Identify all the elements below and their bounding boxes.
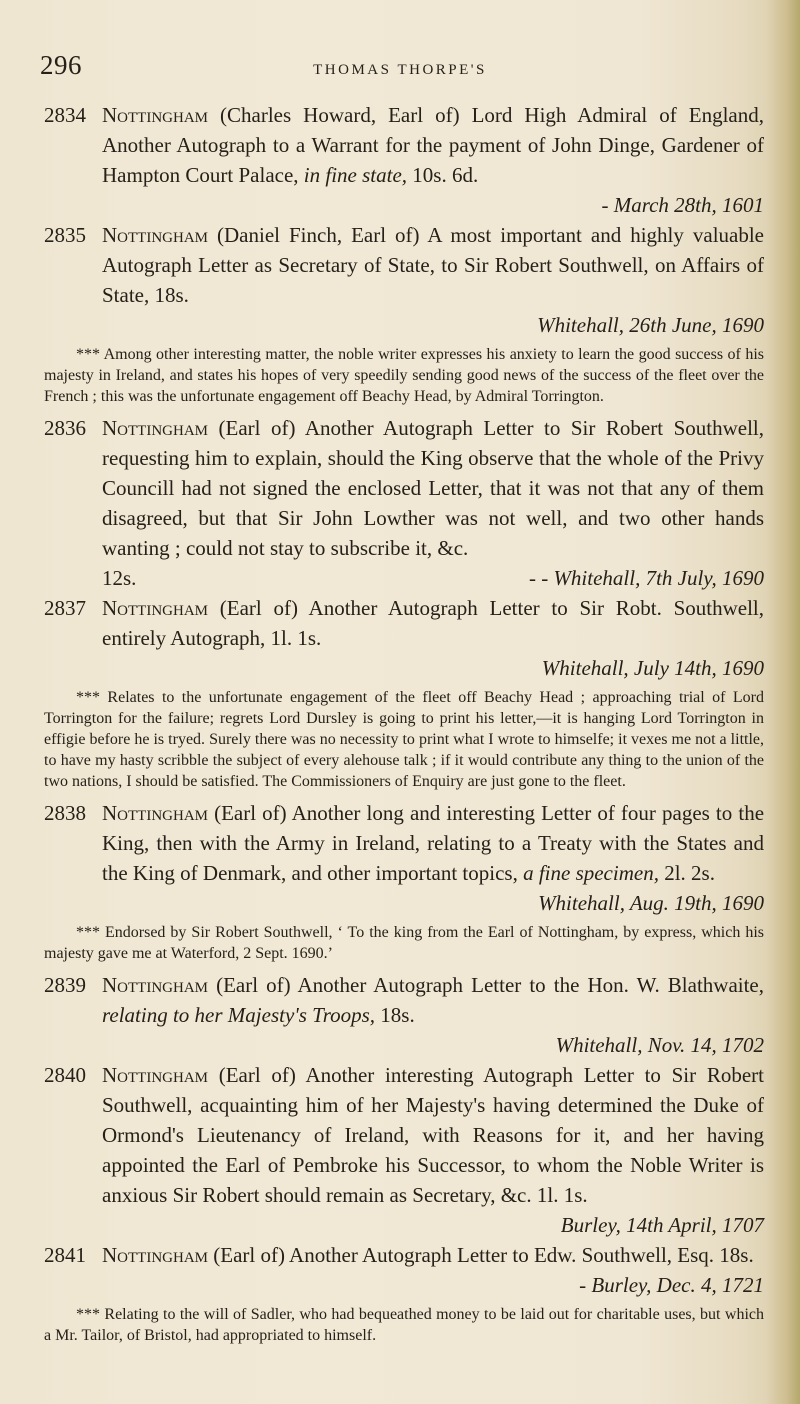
entry-description	[44, 970, 764, 1030]
entry-name: Nottingham	[102, 801, 208, 825]
entry-description	[44, 220, 764, 310]
entry-price: 2l. 2s.	[664, 861, 715, 885]
entry-description	[44, 593, 764, 653]
catalogue-entry	[44, 100, 764, 220]
entry-condition: in fine state,	[303, 163, 408, 187]
entry-text: (Earl of) Another Autograph Letter to Edw. Southwell, Esq. 18s.	[213, 1243, 754, 1267]
page-edge-stain	[766, 0, 800, 1404]
catalogue-entry	[44, 970, 764, 1060]
entry-name: Nottingham	[102, 1063, 208, 1087]
entry-price-line	[44, 563, 764, 593]
entry-name: Nottingham	[102, 596, 208, 620]
entry-note: *** Relating to the will of Sadler, who had bequeathed money to be laid out for charitable uses, but which a Mr. Tailor, of Bristol, had appropriated to himself.	[44, 1306, 764, 1344]
entry-dateline: Burley, 14th April, 1707	[560, 1213, 764, 1237]
entry-name: Nottingham	[102, 223, 208, 247]
lot-number: 2834	[44, 103, 86, 127]
entry-note: *** Endorsed by Sir Robert Southwell, ‘ To the king from the Earl of Nottingham, by express, which his majesty gave me at Waterford, 2 Sept. 1690.’	[44, 924, 764, 962]
entry-text: (Charles Howard, Earl of) Lord High Admiral of England, Another Autograph to a Warrant for the payment of John Dinge, Gardener of Hampton Court Palace,	[102, 103, 764, 187]
entry-text: (Earl of) Another Autograph Letter to Sir Robert Southwell, requesting him to explain, should the King observe that the whole of the Privy Councill had not signed the enclosed Letter, that it was not that any of them disagreed, but that Sir John Lowther was not well, and two other hands wanting ; could not stay to subscribe it, &c.	[102, 416, 764, 560]
entry-text: (Earl of) Another interesting Autograph Letter to Sir Robert Southwell, acquainting him of her Majesty's having determined the Duke of Ormond's Lieutenancy of Ireland, with Reasons for it, and her having appointed the Earl of Pembroke his Successor, to whom the Noble Writer is anxious Sir Robert should remain as Secretary, &c. 1l. 1s.	[102, 1063, 764, 1207]
entry-price: 18s.	[380, 1003, 415, 1027]
running-head: THOMAS THORPE'S	[313, 62, 487, 78]
entry-description	[44, 1240, 764, 1270]
entry-dateline: Whitehall, Aug. 19th, 1690	[538, 891, 764, 915]
lot-number: 2841	[44, 1243, 86, 1267]
entry-dateline: Whitehall, July 14th, 1690	[541, 656, 764, 680]
entry-dateline: - - Whitehall, 7th July, 1690	[528, 566, 764, 590]
lot-number: 2839	[44, 973, 86, 997]
entry-dateline: - Burley, Dec. 4, 1721	[579, 1273, 764, 1297]
catalogue-entry	[44, 220, 764, 407]
entry-dateline: - March 28th, 1601	[601, 193, 764, 217]
entry-name: Nottingham	[102, 103, 208, 127]
lot-number: 2840	[44, 1063, 86, 1087]
page-number: 296	[40, 50, 82, 80]
entry-note: *** Among other interesting matter, the noble writer expresses his anxiety to learn the good success of his majesty in Ireland, and states his hopes of very speedily sending good news of the success of the fleet over the French ; this was the unfortunate engagement off Beachy Head, by Admiral Torrington.	[44, 346, 764, 405]
entry-description	[44, 100, 764, 190]
entry-description	[44, 1060, 764, 1210]
catalogue-entry	[44, 593, 764, 792]
entry-condition: a fine specimen,	[523, 861, 659, 885]
page-header	[0, 50, 800, 90]
entry-text: (Daniel Finch, Earl of) A most important and highly valuable Autograph Letter as Secretary of State, to Sir Robert Southwell, on Affairs of State, 18s.	[102, 223, 765, 307]
catalogue-entries	[44, 100, 764, 1352]
catalogue-entry	[44, 1240, 764, 1346]
catalogue-entry	[44, 798, 764, 964]
lot-number: 2835	[44, 223, 86, 247]
entry-price: 10s. 6d.	[412, 163, 479, 187]
entry-description	[44, 798, 764, 888]
entry-condition: relating to her Majesty's Troops,	[102, 1003, 376, 1027]
lot-number: 2836	[44, 416, 86, 440]
entry-name: Nottingham	[102, 973, 208, 997]
lot-number: 2837	[44, 596, 86, 620]
entry-text: (Earl of) Another Autograph Letter to Sir Robt. Southwell, entirely Autograph, 1l. 1s.	[102, 596, 764, 650]
entry-note: *** Relates to the unfortunate engagement of the fleet off Beachy Head ; approaching trial of Lord Torrington for the failure; regrets Lord Dursley is going to print his letter,—it is hanging Lord Torrington in effigie before he is tryed. Surely there was no necessity to print what I wrote to himselfe; it vexes me not a little, to have my hasty scribble the subject of every alehouse talk ; if it would contribute any thing to the union of the two nations, I should be satisfied. The Commissioners of Enquiry are just gone to the fleet.	[44, 689, 764, 790]
entry-description	[44, 413, 764, 563]
entry-name: Nottingham	[102, 416, 208, 440]
catalogue-entry	[44, 1060, 764, 1240]
entry-dateline: Whitehall, Nov. 14, 1702	[555, 1033, 764, 1057]
entry-text: (Earl of) Another Autograph Letter to the Hon. W. Blathwaite,	[216, 973, 764, 997]
entry-price: 12s.	[102, 566, 137, 590]
entry-dateline: Whitehall, 26th June, 1690	[537, 313, 764, 337]
lot-number: 2838	[44, 801, 86, 825]
entry-name: Nottingham	[102, 1243, 208, 1267]
catalogue-entry	[44, 413, 764, 593]
entry-text: (Earl of) Another long and interesting Letter of four pages to the King, then with the Army in Ireland, relating to a Treaty with the States and the King of Denmark, and other important topics,	[102, 801, 765, 885]
